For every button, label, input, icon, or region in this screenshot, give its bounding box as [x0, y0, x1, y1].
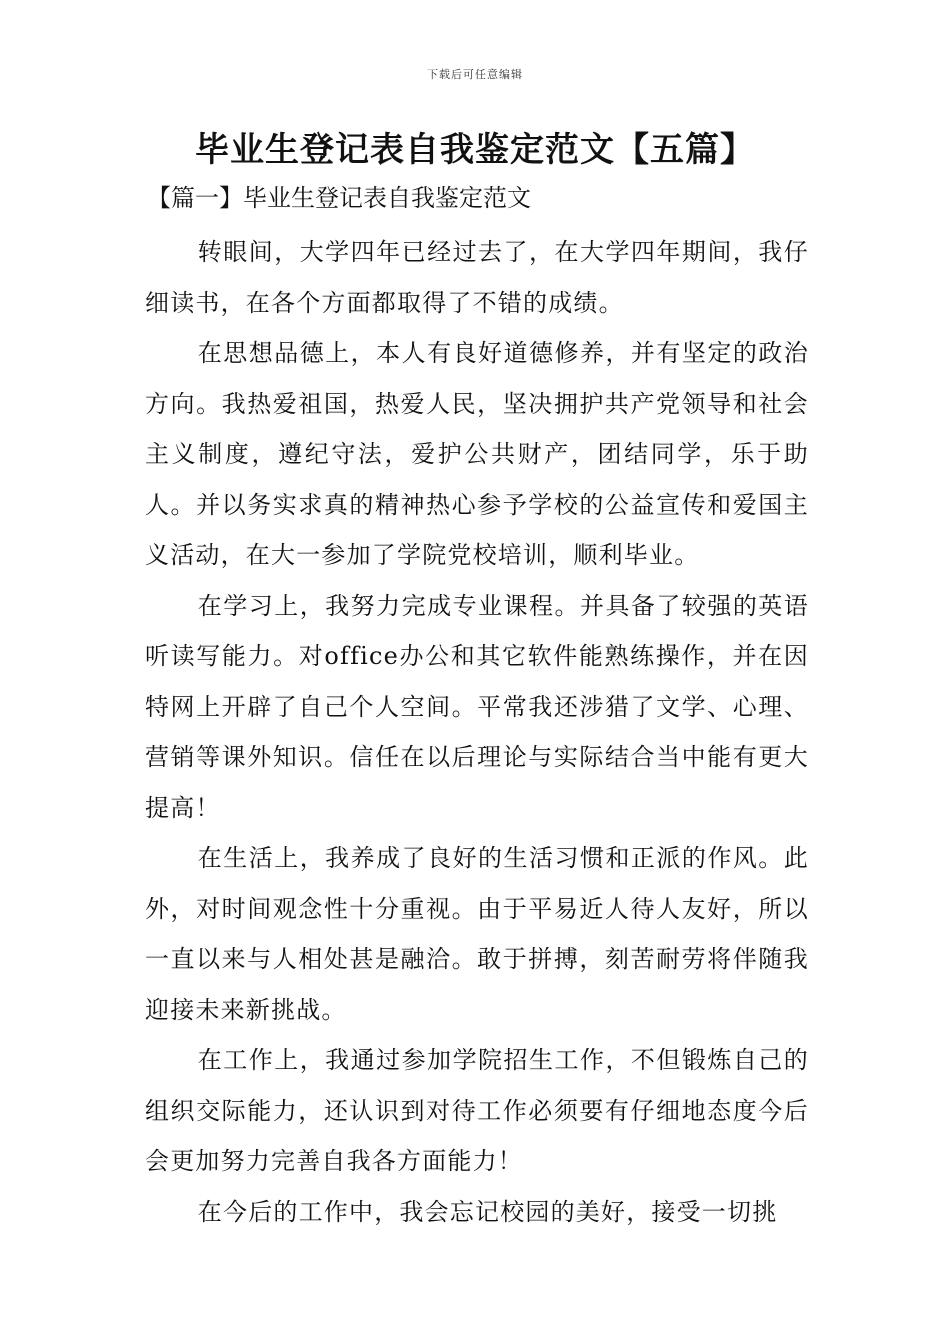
paragraph: 在生活上，我养成了良好的生活习惯和正派的作风。此外，对时间观念性十分重视。由于平易近人待人友好，所以一直以来与人相处甚是融洽。敢于拼搏，刻苦耐劳将伴随我迎接未来新挑战。	[145, 844, 809, 1024]
document-title: 毕业生登记表自我鉴定范文【五篇】	[195, 130, 755, 170]
paragraph: 转眼间，大学四年已经过去了，在大学四年期间，我仔细读书，在各个方面都取得了不错的成绩。	[145, 238, 809, 317]
paragraph: 在工作上，我通过参加学院招生工作，不但锻炼自己的组织交际能力，还认识到对待工作必须要有仔细地态度今后会更加努力完善自我各方面能力！	[145, 1046, 809, 1175]
paragraph: 在今后的工作中，我会忘记校园的美好，接受一切挑	[197, 1197, 778, 1226]
paragraph: 在学习上，我努力完成专业课程。并具备了较强的英语听读写能力。对office办公和其它软件能熟练操作，并在因特网上开辟了自己个人空间。平常我还涉猎了文学、心理、营销等课外知识。信任在以后理论与实际结合当中能有更大提高！	[145, 591, 809, 822]
header-note: 下载后可任意编辑	[427, 68, 523, 81]
paragraph: 在思想品德上，本人有良好道德修养，并有坚定的政治方向。我热爱祖国，热爱人民，坚决拥护共产党领导和社会主义制度，遵纪守法，爱护公共财产，团结同学，乐于助人。并以务实求真的精神热心参予学校的公益宣传和爱国主义活动，在大一参加了学院党校培训，顺利毕业。	[145, 339, 809, 569]
section-heading: 【篇一】毕业生登记表自我鉴定范文	[147, 184, 531, 212]
body-text	[145, 227, 809, 1237]
